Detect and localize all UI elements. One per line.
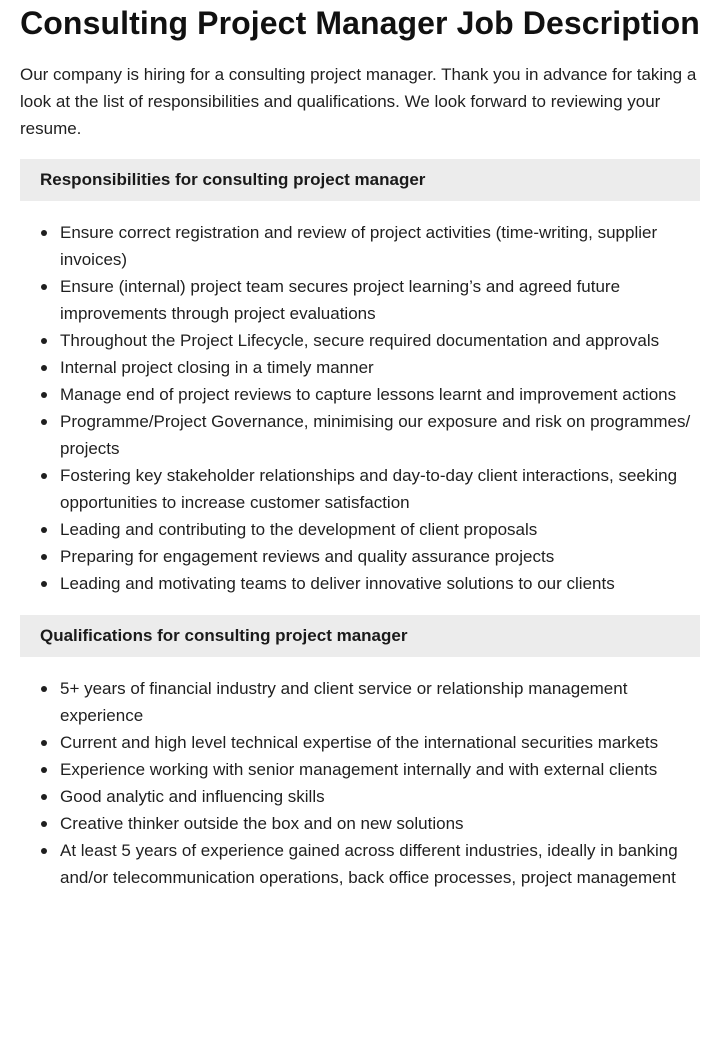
bullet-icon (41, 284, 47, 290)
list-item (20, 756, 700, 783)
responsibilities-heading: Responsibilities for consulting project manager (20, 159, 700, 201)
list-item (20, 408, 700, 462)
list-item (20, 516, 700, 543)
qualifications-heading: Qualifications for consulting project manager (20, 615, 700, 657)
list-item-text: At least 5 years of experience gained across different industries, ideally in banking and/or telecommunication operations, back office processes, project management (60, 841, 678, 887)
list-item-text: Leading and contributing to the development of client proposals (60, 520, 538, 539)
list-item-text: Ensure correct registration and review of project activities (time-writing, supplier invoices) (60, 223, 658, 269)
list-item (20, 675, 700, 729)
bullet-icon (41, 365, 47, 371)
bullet-icon (41, 527, 47, 533)
list-item-text: Current and high level technical expertise of the international securities markets (60, 733, 659, 752)
bullet-icon (41, 338, 47, 344)
responsibilities-list (20, 219, 700, 597)
list-item-text: Leading and motivating teams to deliver innovative solutions to our clients (60, 574, 615, 593)
list-item (20, 810, 700, 837)
bullet-icon (41, 419, 47, 425)
page-title: Consulting Project Manager Job Description (20, 5, 700, 41)
bullet-icon (41, 740, 47, 746)
bullet-icon (41, 230, 47, 236)
bullet-icon (41, 767, 47, 773)
list-item (20, 327, 700, 354)
list-item (20, 462, 700, 516)
list-item-text: 5+ years of financial industry and client service or relationship management experience (60, 679, 628, 725)
list-item-text: Ensure (internal) project team secures project learning’s and agreed future improvements through project evaluations (60, 277, 621, 323)
list-item (20, 219, 700, 273)
bullet-icon (41, 686, 47, 692)
list-item (20, 273, 700, 327)
list-item-text: Preparing for engagement reviews and quality assurance projects (60, 547, 555, 566)
list-item (20, 381, 700, 408)
list-item (20, 729, 700, 756)
bullet-icon (41, 581, 47, 587)
bullet-icon (41, 554, 47, 560)
list-item (20, 837, 700, 891)
list-item-text: Internal project closing in a timely manner (60, 358, 374, 377)
list-item-text: Programme/Project Governance, minimising our exposure and risk on programmes/ projects (60, 412, 691, 458)
intro-paragraph: Our company is hiring for a consulting project manager. Thank you in advance for taking a look at the list of responsibilities and qualifications. We look forward to reviewing your resume. (20, 65, 697, 138)
bullet-icon (41, 392, 47, 398)
list-item (20, 783, 700, 810)
list-item-text: Manage end of project reviews to capture lessons learnt and improvement actions (60, 385, 677, 404)
bullet-icon (41, 473, 47, 479)
list-item-text: Creative thinker outside the box and on new solutions (60, 814, 464, 833)
bullet-icon (41, 848, 47, 854)
list-item-text: Good analytic and influencing skills (60, 787, 325, 806)
list-item-text: Experience working with senior management internally and with external clients (60, 760, 658, 779)
list-item-text: Throughout the Project Lifecycle, secure required documentation and approvals (60, 331, 660, 350)
list-item-text: Fostering key stakeholder relationships and day-to-day client interactions, seeking opportunities to increase customer satisfaction (60, 466, 678, 512)
bullet-icon (41, 794, 47, 800)
list-item (20, 570, 700, 597)
list-item (20, 354, 700, 381)
qualifications-list (20, 675, 700, 891)
list-item (20, 543, 700, 570)
bullet-icon (41, 821, 47, 827)
